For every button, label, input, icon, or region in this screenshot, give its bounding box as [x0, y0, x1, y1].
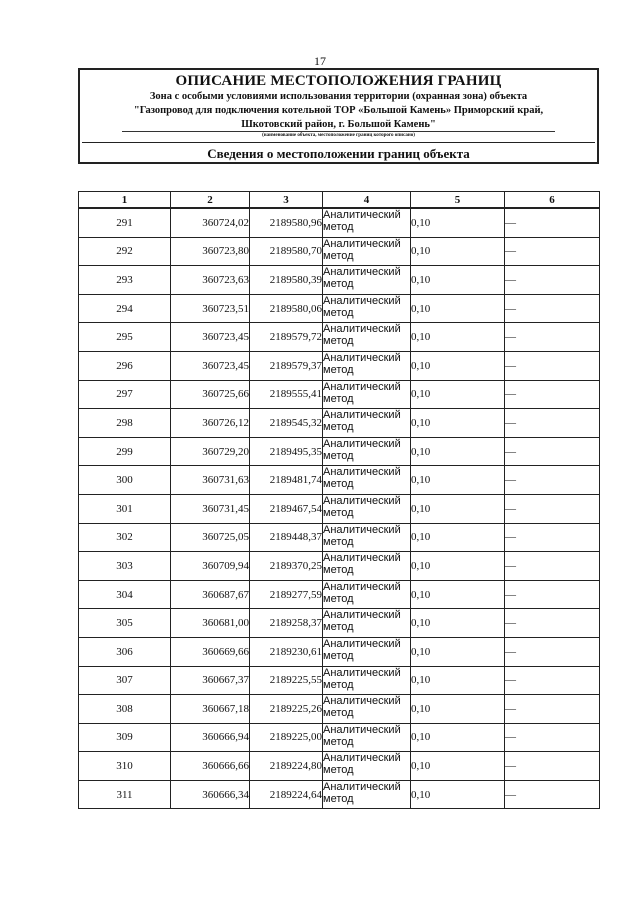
accuracy-cell: 0,10	[411, 723, 505, 752]
description-cell: —	[505, 351, 600, 380]
point-number-cell: 301	[79, 494, 171, 523]
coordinate-y-cell: 2189277,59	[250, 580, 323, 609]
table-row	[79, 552, 600, 581]
coordinate-y-cell: 2189448,37	[250, 523, 323, 552]
document-header	[78, 68, 599, 164]
accuracy-cell: 0,10	[411, 580, 505, 609]
point-number-cell: 300	[79, 466, 171, 495]
accuracy-cell: 0,10	[411, 752, 505, 781]
point-number-cell: 311	[79, 780, 171, 809]
description-cell: —	[505, 294, 600, 323]
table-row	[79, 752, 600, 781]
table-row	[79, 466, 600, 495]
accuracy-cell: 0,10	[411, 380, 505, 409]
accuracy-cell: 0,10	[411, 437, 505, 466]
coordinate-y-cell: 2189481,74	[250, 466, 323, 495]
object-caption: (наименование объекта, местоположение границ которого описано)	[262, 133, 415, 138]
point-number-cell: 291	[79, 208, 171, 237]
table-row	[79, 437, 600, 466]
coordinate-x-cell: 360723,80	[171, 237, 250, 266]
table-row	[79, 723, 600, 752]
point-number-cell: 307	[79, 666, 171, 695]
point-number-cell: 304	[79, 580, 171, 609]
description-cell: —	[505, 780, 600, 809]
method-cell: Аналитический метод	[323, 666, 411, 695]
object-description-line-1: Зона с особыми условиями использования территории (охранная зона) объекта	[149, 91, 528, 102]
method-cell: Аналитический метод	[323, 237, 411, 266]
accuracy-cell: 0,10	[411, 666, 505, 695]
point-number-cell: 309	[79, 723, 171, 752]
coordinate-x-cell: 360725,66	[171, 380, 250, 409]
table-row	[79, 409, 600, 438]
point-number-cell: 303	[79, 552, 171, 581]
column-header: 6	[505, 192, 600, 209]
coordinate-x-cell: 360731,45	[171, 494, 250, 523]
method-cell: Аналитический метод	[323, 466, 411, 495]
accuracy-cell: 0,10	[411, 237, 505, 266]
accuracy-cell: 0,10	[411, 523, 505, 552]
point-number-cell: 302	[79, 523, 171, 552]
coordinate-x-cell: 360731,63	[171, 466, 250, 495]
table-row	[79, 208, 600, 237]
method-cell: Аналитический метод	[323, 323, 411, 352]
coordinate-y-cell: 2189580,96	[250, 208, 323, 237]
description-cell: —	[505, 666, 600, 695]
description-cell: —	[505, 609, 600, 638]
table-row	[79, 266, 600, 295]
point-number-cell: 292	[79, 237, 171, 266]
column-header: 3	[250, 192, 323, 209]
point-number-cell: 310	[79, 752, 171, 781]
coordinate-y-cell: 2189579,72	[250, 323, 323, 352]
method-cell: Аналитический метод	[323, 695, 411, 724]
accuracy-cell: 0,10	[411, 780, 505, 809]
method-cell: Аналитический метод	[323, 494, 411, 523]
table-row	[79, 695, 600, 724]
table-row	[79, 323, 600, 352]
coordinate-x-cell: 360729,20	[171, 437, 250, 466]
coordinate-x-cell: 360725,05	[171, 523, 250, 552]
coordinate-y-cell: 2189230,61	[250, 637, 323, 666]
table-row	[79, 609, 600, 638]
coordinate-x-cell: 360667,18	[171, 695, 250, 724]
method-cell: Аналитический метод	[323, 723, 411, 752]
coordinate-y-cell: 2189224,64	[250, 780, 323, 809]
coordinate-x-cell: 360709,94	[171, 552, 250, 581]
description-cell: —	[505, 752, 600, 781]
accuracy-cell: 0,10	[411, 294, 505, 323]
method-cell: Аналитический метод	[323, 523, 411, 552]
point-number-cell: 298	[79, 409, 171, 438]
coordinate-x-cell: 360666,34	[171, 780, 250, 809]
table-row	[79, 780, 600, 809]
description-cell: —	[505, 237, 600, 266]
object-description-line-3: Шкотовский район, г. Большой Камень"	[241, 119, 436, 130]
coordinate-y-cell: 2189467,54	[250, 494, 323, 523]
point-number-cell: 299	[79, 437, 171, 466]
point-number-cell: 296	[79, 351, 171, 380]
coordinate-x-cell: 360723,51	[171, 294, 250, 323]
coordinate-x-cell: 360666,66	[171, 752, 250, 781]
method-cell: Аналитический метод	[323, 637, 411, 666]
accuracy-cell: 0,10	[411, 208, 505, 237]
method-cell: Аналитический метод	[323, 580, 411, 609]
accuracy-cell: 0,10	[411, 552, 505, 581]
point-number-cell: 297	[79, 380, 171, 409]
description-cell: —	[505, 523, 600, 552]
table-row	[79, 494, 600, 523]
description-cell: —	[505, 695, 600, 724]
description-cell: —	[505, 409, 600, 438]
method-cell: Аналитический метод	[323, 294, 411, 323]
method-cell: Аналитический метод	[323, 380, 411, 409]
description-cell: —	[505, 323, 600, 352]
coordinate-y-cell: 2189225,55	[250, 666, 323, 695]
method-cell: Аналитический метод	[323, 780, 411, 809]
coordinate-y-cell: 2189225,26	[250, 695, 323, 724]
description-cell: —	[505, 637, 600, 666]
coordinate-y-cell: 2189225,00	[250, 723, 323, 752]
coordinate-x-cell: 360666,94	[171, 723, 250, 752]
coordinate-y-cell: 2189370,25	[250, 552, 323, 581]
table-body	[79, 208, 600, 809]
accuracy-cell: 0,10	[411, 609, 505, 638]
coordinate-y-cell: 2189555,41	[250, 380, 323, 409]
accuracy-cell: 0,10	[411, 266, 505, 295]
description-cell: —	[505, 552, 600, 581]
coordinate-y-cell: 2189545,32	[250, 409, 323, 438]
table-row	[79, 294, 600, 323]
document-title: ОПИСАНИЕ МЕСТОПОЛОЖЕНИЯ ГРАНИЦ	[175, 73, 502, 89]
coordinate-y-cell: 2189579,37	[250, 351, 323, 380]
method-cell: Аналитический метод	[323, 351, 411, 380]
accuracy-cell: 0,10	[411, 695, 505, 724]
accuracy-cell: 0,10	[411, 637, 505, 666]
coordinate-x-cell: 360723,63	[171, 266, 250, 295]
table-row	[79, 237, 600, 266]
header-object-block	[82, 72, 595, 143]
coordinate-y-cell: 2189580,39	[250, 266, 323, 295]
description-cell: —	[505, 723, 600, 752]
description-cell: —	[505, 266, 600, 295]
accuracy-cell: 0,10	[411, 409, 505, 438]
object-description-line-2: "Газопровод для подключения котельной ТОР «Большой Камень» Приморский край,	[133, 105, 544, 116]
coordinate-x-cell: 360687,67	[171, 580, 250, 609]
page-number: 17	[314, 54, 326, 68]
coordinate-x-cell: 360724,02	[171, 208, 250, 237]
table-row	[79, 637, 600, 666]
method-cell: Аналитический метод	[323, 208, 411, 237]
caption-rule	[122, 131, 555, 132]
accuracy-cell: 0,10	[411, 351, 505, 380]
point-number-cell: 295	[79, 323, 171, 352]
coordinate-x-cell: 360681,00	[171, 609, 250, 638]
coordinate-y-cell: 2189580,70	[250, 237, 323, 266]
coordinate-x-cell: 360669,66	[171, 637, 250, 666]
point-number-cell: 308	[79, 695, 171, 724]
accuracy-cell: 0,10	[411, 466, 505, 495]
description-cell: —	[505, 494, 600, 523]
table-row	[79, 351, 600, 380]
table-header-row	[79, 192, 600, 209]
description-cell: —	[505, 208, 600, 237]
column-header: 1	[79, 192, 171, 209]
coordinate-x-cell: 360667,37	[171, 666, 250, 695]
section-title: Сведения о местоположении границ объекта	[207, 146, 470, 161]
coordinate-x-cell: 360723,45	[171, 351, 250, 380]
method-cell: Аналитический метод	[323, 609, 411, 638]
coordinate-x-cell: 360726,12	[171, 409, 250, 438]
coordinate-y-cell: 2189258,37	[250, 609, 323, 638]
method-cell: Аналитический метод	[323, 752, 411, 781]
point-number-cell: 294	[79, 294, 171, 323]
description-cell: —	[505, 380, 600, 409]
table-row	[79, 380, 600, 409]
accuracy-cell: 0,10	[411, 323, 505, 352]
column-header: 4	[323, 192, 411, 209]
coordinate-y-cell: 2189224,80	[250, 752, 323, 781]
accuracy-cell: 0,10	[411, 494, 505, 523]
method-cell: Аналитический метод	[323, 552, 411, 581]
column-header: 5	[411, 192, 505, 209]
point-number-cell: 306	[79, 637, 171, 666]
coordinate-y-cell: 2189580,06	[250, 294, 323, 323]
method-cell: Аналитический метод	[323, 266, 411, 295]
coordinate-y-cell: 2189495,35	[250, 437, 323, 466]
table-row	[79, 580, 600, 609]
coordinate-x-cell: 360723,45	[171, 323, 250, 352]
description-cell: —	[505, 437, 600, 466]
table-row	[79, 523, 600, 552]
table-row	[79, 666, 600, 695]
column-header: 2	[171, 192, 250, 209]
point-number-cell: 293	[79, 266, 171, 295]
description-cell: —	[505, 466, 600, 495]
point-number-cell: 305	[79, 609, 171, 638]
coordinates-table	[78, 191, 600, 809]
description-cell: —	[505, 580, 600, 609]
method-cell: Аналитический метод	[323, 409, 411, 438]
method-cell: Аналитический метод	[323, 437, 411, 466]
